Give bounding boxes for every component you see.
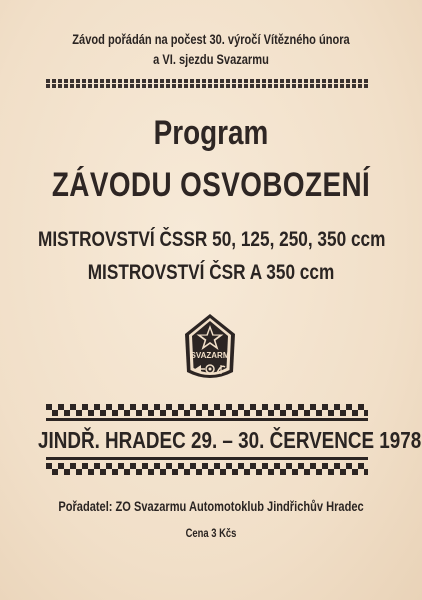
organizer-line: Pořadatel: ZO Svazarmu Automotoklub Jindřichův Hradec: [58, 499, 364, 514]
dedication-line-2: a VI. sjezdu Svazarmu: [153, 52, 269, 67]
dashed-divider-top-2: [46, 84, 368, 88]
dedication-line-1: Závod pořádán na počest 30. výročí Vítězného února: [72, 32, 350, 47]
checkered-divider-bottom: [46, 463, 368, 475]
logo-text: SVAZARM: [190, 351, 230, 360]
dashed-divider-top: [46, 79, 368, 83]
race-title: ZÁVODU OSVOBOZENÍ: [51, 166, 371, 204]
price-label: Cena 3 Kčs: [185, 528, 237, 540]
svazarm-emblem-icon: [181, 312, 239, 384]
rule-bottom: [46, 457, 368, 460]
rule-top: [46, 418, 368, 421]
program-title: Program: [153, 114, 269, 152]
championship-csr: MISTROVSTVÍ ČSR A 350 ccm: [87, 261, 335, 284]
checkered-divider-top: [46, 404, 368, 416]
event-place-date: JINDŘ. HRADEC 29. – 30. ČERVENCE 1978: [37, 427, 422, 453]
championship-cssr: MISTROVSTVÍ ČSSR 50, 125, 250, 350 ccm: [37, 228, 386, 251]
